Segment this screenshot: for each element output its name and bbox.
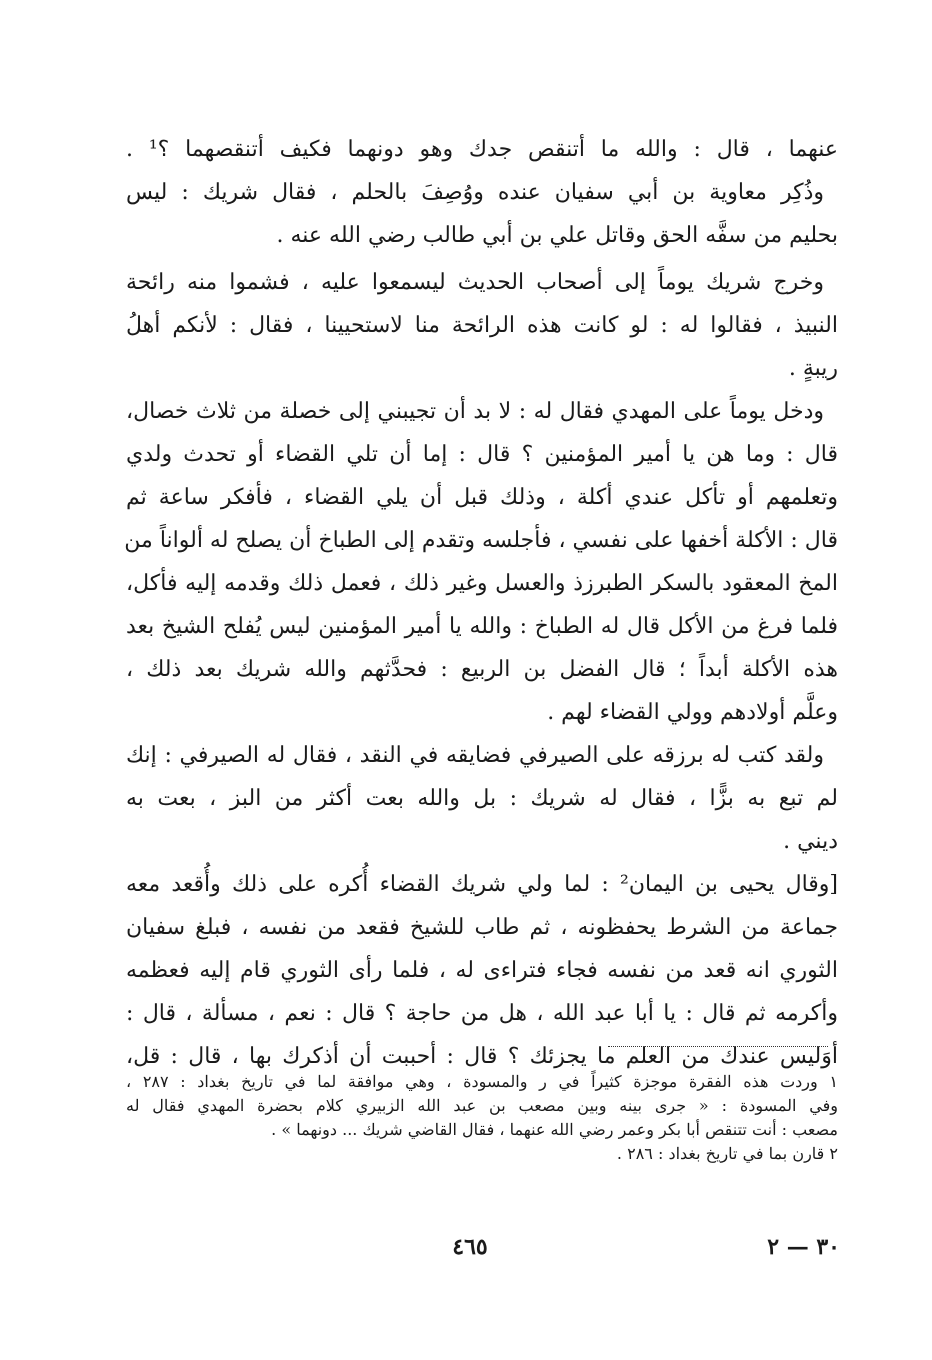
text-line: قال : وما هن يا أمير المؤمنين ؟ قال : إما أن تلي القضاء أو تحدث ولدي bbox=[126, 442, 838, 467]
footnotes bbox=[126, 1070, 838, 1166]
text-line: هذه الأكلة أبداً ؛ قال الفضل بن الربيع : فحدَّثهم والله شريك بعد ذلك ، bbox=[126, 657, 838, 682]
footnote-line: مصعب : أنت تتنقص أبا بكر وعمر رضي الله عنهما ، فقال القاضي شريك ... دونهما » . bbox=[271, 1120, 838, 1139]
text-line: وعلَّم أولادهم وولي القضاء لهم . bbox=[547, 700, 838, 725]
text-line: وخرج شريك يوماً إلى أصحاب الحديث ليسمعوا عليه ، فشموا منه رائحة bbox=[126, 270, 824, 295]
footnote-line: وفي المسودة : « جرى بينه وبين مصعب بن عبد الله الزبيري كلام بحضرة المهدي فقال له bbox=[126, 1096, 838, 1115]
signature-mark: ٣٠ — ٢ bbox=[767, 1234, 840, 1260]
text-line: ولقد كتب له برزقه على الصيرفي فضايقه في النقد ، فقال له الصيرفي : إنك bbox=[126, 743, 824, 768]
footnote-divider bbox=[608, 1046, 828, 1047]
text-line: أوَليس عندك من العلم ما يجزئك ؟ قال : أحببت أن أذكرك بها ، قال : قل، bbox=[126, 1044, 838, 1069]
text-line: عنهما ، قال : والله ما أتنقص جدك وهو دونهما فكيف أتنقصهما ؟¹ . bbox=[126, 137, 838, 162]
text-line: بحليم من سفَّه الحق وقاتل علي بن أبي طالب رضي الله عنه . bbox=[276, 223, 838, 248]
text-line: وأكرمه ثم قال : يا أبا عبد الله ، هل من حاجة ؟ قال : نعم ، مسألة ، قال : bbox=[126, 1001, 838, 1026]
text-line: قال : الأكلة أخفها على نفسي ، فأجلسه وتقدم إلى الطباخ أن يصلح له ألواناً من bbox=[124, 528, 838, 553]
text-line: وذُكِر معاوية بن أبي سفيان عنده ووُصِفَ بالحلم ، فقال شريك : ليس bbox=[126, 180, 824, 205]
text-line: الثوري انه قعد من نفسه فجاء فتراءى له ، فلما رأى الثوري قام إليه فعظمه bbox=[126, 958, 838, 983]
text-line: لم تبع به بزًّا ، فقال له شريك : بل والله بعت أكثر من البز ، بعت به bbox=[126, 786, 838, 811]
text-line: المخ المعقود بالسكر الطبرزذ والعسل وغير ذلك ، فعمل ذلك وقدمه إليه فأكل، bbox=[126, 571, 838, 596]
main-text bbox=[126, 128, 838, 1078]
text-line: ريبةٍ . bbox=[788, 356, 838, 381]
text-line: [وقال يحيى بن اليمان² : لما ولي شريك القضاء أُكره على ذلك وأُقعد معه bbox=[126, 872, 838, 897]
footnote-line: ١ وردت هذه الفقرة موجزة كثيراً في ر والمسودة ، وهي موافقة لما في تاريخ بغداد : ٢٨٧ ، bbox=[126, 1072, 839, 1091]
text-line: جماعة من الشرط يحفظونه ، ثم طاب للشيخ فقعد من نفسه ، فبلغ سفيان bbox=[126, 915, 838, 940]
text-line: وتعلمهم أو تأكل عندي أكلة ، وذلك قبل أن يلي القضاء ، فأفكر ساعة ثم bbox=[126, 485, 838, 510]
text-line: النبيذ ، فقالوا له : لو كانت هذه الرائحة منا لاستحيينا ، فقال : لأنكم أهلُ bbox=[126, 313, 838, 338]
footnote-line: ٢ قارن بما في تاريخ بغداد : ٢٨٦ . bbox=[616, 1144, 838, 1163]
page-number: ٤٦٥ bbox=[452, 1234, 488, 1260]
text-line: فلما فرغ من الأكل قال له الطباخ : والله يا أمير المؤمنين ليس يُفلح الشيخ بعد bbox=[126, 614, 838, 639]
text-line: ديني . bbox=[783, 829, 838, 854]
text-line: ودخل يوماً على المهدي فقال له : لا بد أن تجيبني إلى خصلة من ثلاث خصال، bbox=[126, 399, 824, 424]
